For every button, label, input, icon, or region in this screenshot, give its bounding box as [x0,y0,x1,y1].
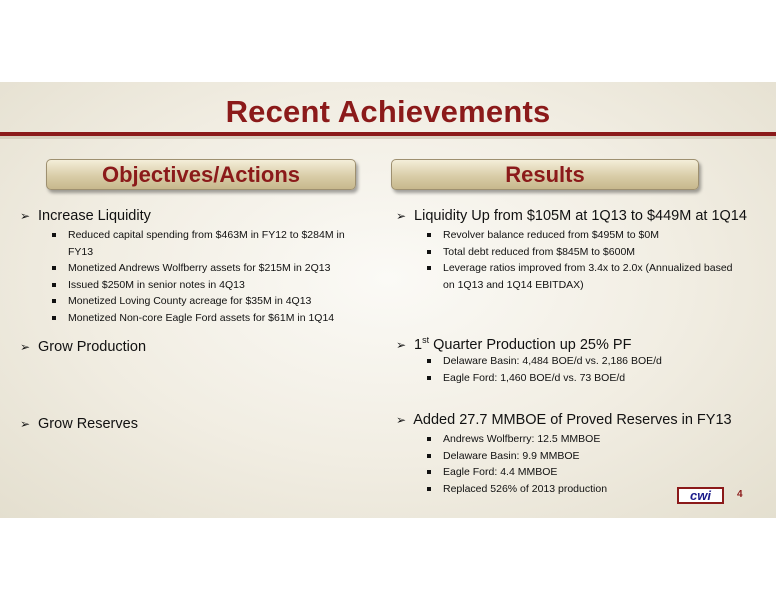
right-sub-list-liquidity [427,227,772,293]
square-bullet-icon [52,233,56,237]
slide-title: Recent Achievements [225,94,551,129]
right-item-reserves [396,412,732,428]
arrow-bullet-icon: ➢ [20,209,31,223]
left-item-label: Grow Production [38,339,147,355]
left-item-increase-liquidity [20,208,151,224]
square-bullet-icon [427,250,431,254]
right-item-label: Liquidity Up from $105M at 1Q13 to $449M at 1Q14 [414,208,747,224]
arrow-bullet-icon: ➢ [396,413,407,427]
square-bullet-icon [427,487,431,491]
square-bullet-icon [52,283,56,287]
square-bullet-icon [427,376,431,380]
list-item: Reduced capital spending from $463M in FY12 to $284M in [52,227,382,244]
list-item-continuation: FY13 [68,245,94,258]
arrow-bullet-icon: ➢ [396,337,407,352]
list-item: Delaware Basin: 4,484 BOE/d vs. 2,186 BOE/d [427,353,772,370]
right-item-production [396,335,631,353]
square-bullet-icon [427,359,431,363]
ordinal-number: 1 [414,336,423,353]
square-bullet-icon [427,266,431,270]
list-item: Delaware Basin: 9.9 MMBOE [427,448,772,465]
list-item: Andrews Wolfberry: 12.5 MMBOE [427,431,772,448]
list-item: Replaced 526% of 2013 production [427,481,772,498]
list-item: Monetized Loving County acreage for $35M in 4Q13 [52,293,382,310]
square-bullet-icon [52,316,56,320]
list-item-continuation: on 1Q13 and 1Q14 EBITDAX) [443,278,584,291]
right-item-label: Added 27.7 MMBOE of Proved Reserves in FY13 [413,412,732,428]
right-sub-list-production [427,353,772,386]
list-item: Monetized Non-core Eagle Ford assets for $61M in 1Q14 [52,310,382,327]
square-bullet-icon [427,470,431,474]
arrow-bullet-icon: ➢ [396,209,407,223]
square-bullet-icon [52,299,56,303]
company-logo: cwi [677,487,724,504]
left-sub-list [52,227,382,326]
square-bullet-icon [427,437,431,441]
list-item: Revolver balance reduced from $495M to $0M [427,227,772,244]
list-item: Issued $250M in senior notes in 4Q13 [52,277,382,294]
square-bullet-icon [427,233,431,237]
square-bullet-icon [52,266,56,270]
page-number: 4 [737,489,743,500]
arrow-bullet-icon: ➢ [20,340,31,354]
list-item: Eagle Ford: 1,460 BOE/d vs. 73 BOE/d [427,370,772,387]
ordinal-suffix: st [422,335,430,345]
list-item: Total debt reduced from $845M to $600M [427,244,772,261]
left-item-label: Grow Reserves [38,416,138,432]
square-bullet-icon [427,454,431,458]
left-item-label: Increase Liquidity [38,208,151,224]
results-header: Results [391,159,699,190]
title-rule-shadow [0,136,776,139]
list-item: Leverage ratios improved from 3.4x to 2.0x (Annualized based [427,260,772,277]
right-item-liquidity [396,208,747,224]
left-item-grow-reserves [20,416,138,432]
left-item-grow-production [20,339,146,355]
arrow-bullet-icon: ➢ [20,417,31,431]
list-item: Monetized Andrews Wolfberry assets for $215M in 2Q13 [52,260,382,277]
objectives-header: Objectives/Actions [46,159,356,190]
right-item-label: Quarter Production up 25% PF [429,336,632,353]
list-item: Eagle Ford: 4.4 MMBOE [427,464,772,481]
